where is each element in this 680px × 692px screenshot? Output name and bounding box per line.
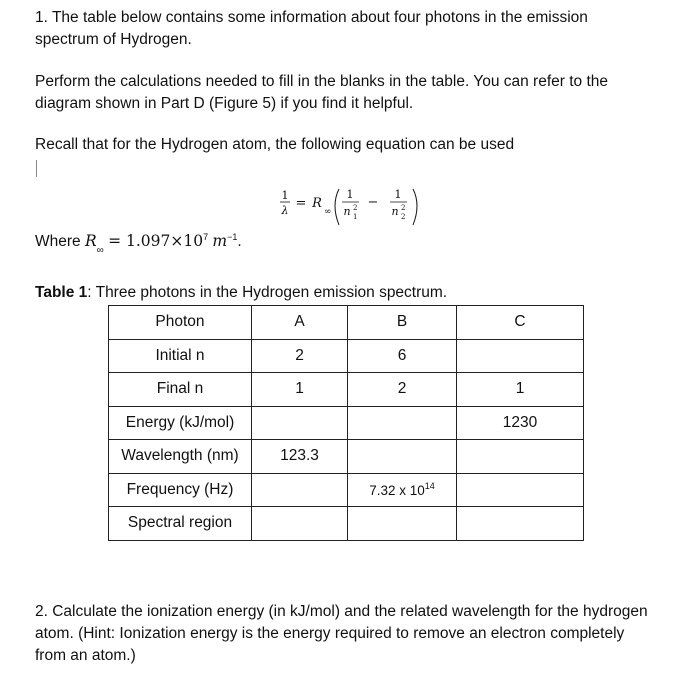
table-cell[interactable] [348, 507, 457, 541]
table-cell: 7.32 x $10^{14}$ [348, 473, 457, 507]
table-cell: Frequency (Hz) [109, 473, 252, 507]
table-cell[interactable] [348, 406, 457, 440]
table-cell: Final n [109, 373, 252, 407]
table-cell: 6 [348, 339, 457, 373]
table-cell: 1 [457, 373, 584, 407]
table-cell: Wavelength (nm) [109, 440, 252, 474]
table-cell: 123.3 [252, 440, 348, 474]
table-row [109, 339, 584, 373]
table-row [109, 406, 584, 440]
rydberg-constant-line: Where $R_\infty = 1.097\times 10^7$ $m^{-1}$. [35, 232, 242, 256]
eq-minus: − [367, 195, 379, 210]
text-cursor [36, 160, 37, 177]
table-row [109, 440, 584, 474]
table-cell: Spectral region [109, 507, 252, 541]
table-cell: 2 [252, 339, 348, 373]
table-row [109, 473, 584, 507]
table-cell[interactable] [457, 440, 584, 474]
instruction-text: Perform the calculations needed to fill in the blanks in the table. You can refer to the diagram shown in Part D (Figure 5) if you find it helpful. [35, 73, 609, 112]
photon-table [108, 305, 584, 541]
table-header-row [109, 306, 584, 340]
table-cell[interactable] [348, 440, 457, 474]
eq-R: R [312, 196, 322, 211]
table-cell: 1230 [457, 406, 584, 440]
eq-inf: ∞ [324, 207, 332, 217]
table-caption: Table 1: Three photons in the Hydrogen emission spectrum. [35, 284, 448, 301]
table-row [109, 507, 584, 541]
eq-n2-sub: 2 [401, 213, 406, 221]
table-cell: 1 [252, 373, 348, 407]
rydberg-equation [279, 185, 429, 233]
eq-n1: n [343, 205, 351, 218]
eq-n2: n [391, 205, 399, 218]
eq-one-numerator: 1 [281, 189, 289, 202]
table-cell: B [348, 306, 457, 340]
table-cell: C [457, 306, 584, 340]
table-cell: Initial n [109, 339, 252, 373]
eq-n2-sq: 2 [401, 204, 406, 212]
table-cell[interactable] [252, 507, 348, 541]
eq-n1-sq: 2 [353, 204, 358, 212]
eq-one-b: 1 [394, 188, 402, 201]
eq-lambda: λ [281, 204, 289, 217]
table-cell: Photon [109, 306, 252, 340]
table-cell: Energy (kJ/mol) [109, 406, 252, 440]
question-1-intro: 1. The table below contains some information about four photons in the emission spectrum of Hydrogen. [35, 9, 588, 48]
table-cell[interactable] [457, 507, 584, 541]
table-cell: A [252, 306, 348, 340]
table-cell[interactable] [252, 473, 348, 507]
eq-n1-sub: 1 [353, 213, 358, 221]
table-cell[interactable] [457, 339, 584, 373]
question-2-text: 2. Calculate the ionization energy (in kJ/mol) and the related wavelength for the hydrogen atom. (Hint: Ionization energy is the energy required to remove an electron completely from an atom.) [35, 603, 648, 664]
table-cell[interactable] [252, 406, 348, 440]
eq-equals: = [295, 196, 307, 211]
table-cell[interactable] [457, 473, 584, 507]
table-row [109, 373, 584, 407]
table-cell: 2 [348, 373, 457, 407]
recall-text: Recall that for the Hydrogen atom, the following equation can be used [35, 136, 515, 153]
eq-one-a: 1 [346, 188, 354, 201]
